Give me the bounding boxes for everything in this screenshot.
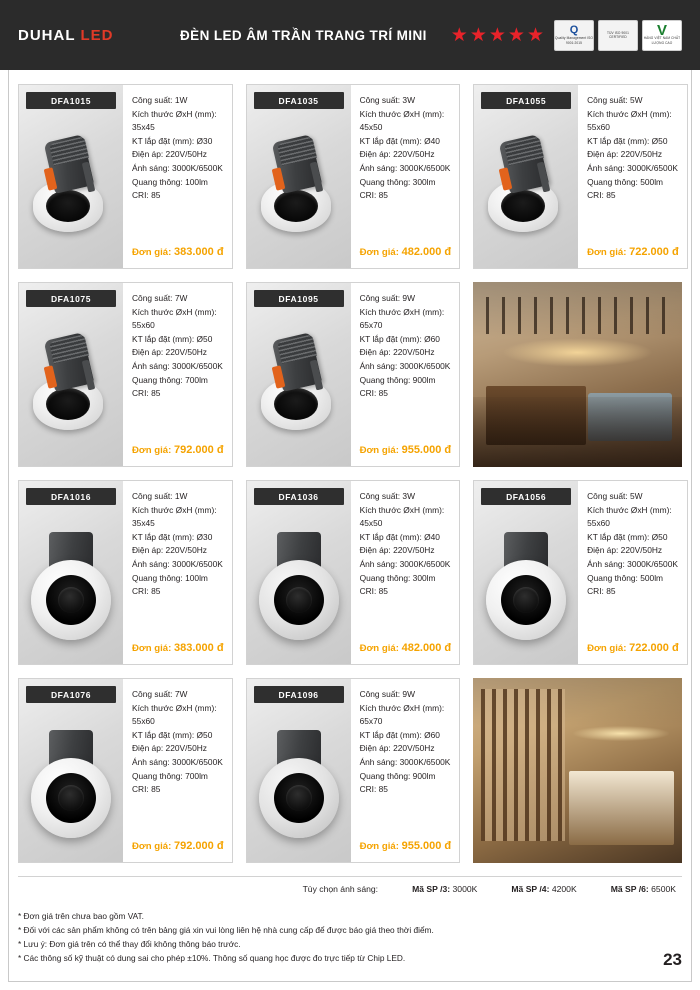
spec-size-value: 45x50 bbox=[359, 518, 383, 529]
spec-size-label: Kích thước ØxH (mm): bbox=[587, 504, 672, 515]
product-code-badge: DFA1015 bbox=[26, 92, 116, 109]
brand-logo bbox=[18, 27, 150, 44]
lamp-illustration bbox=[19, 305, 123, 466]
spec-lumen: Quang thông: 900lm bbox=[359, 770, 436, 781]
product-image bbox=[19, 283, 123, 466]
iso-9001-badge bbox=[554, 20, 594, 51]
fixed-downlight-icon bbox=[478, 526, 574, 642]
product-card[interactable] bbox=[18, 282, 233, 467]
fixed-downlight-icon bbox=[23, 526, 119, 642]
page-title: ĐÈN LED ÂM TRẦN TRANG TRÍ MINI bbox=[180, 27, 427, 43]
adjustable-spotlight-icon bbox=[27, 132, 115, 244]
spec-power: Công suất: 9W bbox=[359, 293, 415, 303]
spec-size-value: 55x60 bbox=[132, 716, 155, 727]
cct-option-bar bbox=[18, 876, 682, 900]
lamp-illustration bbox=[19, 503, 123, 664]
spec-size-label: Kích thước ØxH (mm): bbox=[359, 306, 445, 317]
product-image bbox=[247, 85, 351, 268]
spec-cct: Ánh sáng: 3000K/6500K bbox=[132, 756, 223, 767]
product-image bbox=[19, 481, 123, 664]
page-number: 23 bbox=[663, 950, 682, 969]
spec-size-label: Kích thước ØxH (mm): bbox=[359, 702, 445, 713]
spec-lumen: Quang thông: 500lm bbox=[587, 572, 664, 583]
spec-voltage: Điện áp: 220V/50Hz bbox=[132, 545, 207, 556]
product-specs bbox=[123, 679, 232, 862]
spec-lumen: Quang thông: 100lm bbox=[132, 572, 208, 583]
product-image bbox=[19, 85, 123, 268]
lamp-illustration bbox=[474, 503, 578, 664]
product-code-badge: DFA1075 bbox=[26, 290, 116, 307]
adjustable-spotlight-icon bbox=[482, 132, 570, 244]
page-header bbox=[0, 0, 700, 70]
spec-cutout: KT lắp đặt (mm): Ø60 bbox=[359, 729, 440, 740]
spec-size-value: 55x60 bbox=[587, 518, 610, 529]
product-specs bbox=[578, 85, 687, 268]
product-image bbox=[19, 679, 123, 862]
product-image bbox=[474, 85, 578, 268]
lamp-illustration bbox=[19, 701, 123, 862]
product-card[interactable] bbox=[18, 678, 233, 863]
adjustable-spotlight-icon bbox=[27, 330, 115, 442]
spec-lumen: Quang thông: 300lm bbox=[359, 572, 436, 583]
product-price: Đơn giá: 955.000 đ bbox=[359, 444, 452, 457]
product-price: Đơn giá: 482.000 đ bbox=[359, 246, 452, 259]
spec-cri: CRI: 85 bbox=[359, 586, 388, 597]
tuv-badge bbox=[598, 20, 638, 51]
spec-power: Công suất: 5W bbox=[587, 491, 643, 501]
star-icon: ★ bbox=[450, 24, 468, 46]
footnote-line: * Đơn giá trên chưa bao gồm VAT. bbox=[18, 911, 144, 921]
spec-cct: Ánh sáng: 3000K/6500K bbox=[359, 162, 451, 173]
spec-voltage: Điện áp: 220V/50Hz bbox=[587, 545, 663, 556]
brand-logo-led-text: LED bbox=[80, 26, 114, 44]
spec-cct: Ánh sáng: 3000K/6500K bbox=[132, 360, 223, 371]
product-code-badge: DFA1016 bbox=[26, 488, 116, 505]
product-price: Đơn giá: 792.000 đ bbox=[132, 840, 224, 853]
spec-cct: Ánh sáng: 3000K/6500K bbox=[587, 558, 678, 569]
cct-option-item: Mã SP /3: 3000K bbox=[412, 884, 478, 894]
spec-size-value: 45x50 bbox=[359, 122, 383, 133]
spec-lumen: Quang thông: 700lm bbox=[132, 374, 208, 385]
product-price: Đơn giá: 955.000 đ bbox=[359, 840, 452, 853]
product-card[interactable] bbox=[18, 480, 233, 665]
tuv-badge-sub: TÜV ISO 9001 CERTIFIED bbox=[607, 30, 629, 39]
adjustable-spotlight-icon bbox=[255, 132, 343, 244]
product-image bbox=[247, 481, 351, 664]
fixed-downlight-icon bbox=[251, 724, 347, 840]
product-specs bbox=[351, 85, 460, 268]
spec-cri: CRI: 85 bbox=[132, 388, 161, 399]
product-price: Đơn giá: 792.000 đ bbox=[132, 444, 224, 457]
footnote-line: * Đối với các sản phẩm không có trên bảng giá xin vui lòng liên hệ nhà cung cấp để được báo giá theo thời điểm. bbox=[18, 925, 434, 935]
brand-logo-text: DUHAL bbox=[18, 26, 76, 44]
star-rating bbox=[451, 26, 544, 45]
spec-lumen: Quang thông: 300lm bbox=[359, 176, 436, 187]
iso-badge-sub: Quality Management ISO 9001:2015 bbox=[555, 36, 593, 45]
product-specs bbox=[123, 481, 232, 664]
adjustable-spotlight-icon bbox=[255, 330, 343, 442]
spec-cri: CRI: 85 bbox=[359, 190, 388, 201]
product-card[interactable] bbox=[473, 84, 688, 269]
spec-size-value: 65x70 bbox=[359, 320, 383, 331]
product-price: Đơn giá: 383.000 đ bbox=[132, 246, 224, 259]
bakery-interior-photo bbox=[473, 678, 682, 863]
spec-cutout: KT lắp đặt (mm): Ø50 bbox=[132, 729, 213, 740]
spec-lumen: Quang thông: 700lm bbox=[132, 770, 208, 781]
product-image bbox=[247, 679, 351, 862]
spec-power: Công suất: 7W bbox=[132, 689, 188, 699]
product-code-badge: DFA1056 bbox=[481, 488, 571, 505]
spec-power: Công suất: 9W bbox=[359, 689, 415, 699]
product-image bbox=[247, 283, 351, 466]
product-specs bbox=[351, 679, 460, 862]
footnote-line: * Lưu ý: Đơn giá trên có thể thay đổi không thông báo trước. bbox=[18, 939, 241, 949]
vietnam-badge-sub: HÀNG VIỆT NAM CHẤT LƯỢNG CAO bbox=[643, 36, 681, 45]
product-price: Đơn giá: 722.000 đ bbox=[587, 246, 679, 259]
product-specs bbox=[123, 85, 232, 268]
spec-size-label: Kích thước ØxH (mm): bbox=[132, 108, 217, 119]
spec-cutout: KT lắp đặt (mm): Ø40 bbox=[359, 531, 440, 542]
product-card[interactable] bbox=[246, 84, 461, 269]
cct-option-intro: Tùy chọn ánh sáng: bbox=[302, 884, 379, 894]
spec-power: Công suất: 3W bbox=[359, 491, 415, 501]
spec-cri: CRI: 85 bbox=[359, 784, 388, 795]
spec-cri: CRI: 85 bbox=[587, 190, 616, 201]
product-card[interactable] bbox=[18, 84, 233, 269]
fixed-downlight-icon bbox=[251, 526, 347, 642]
product-code-badge: DFA1035 bbox=[254, 92, 344, 109]
product-specs bbox=[351, 481, 460, 664]
spec-cutout: KT lắp đặt (mm): Ø40 bbox=[359, 135, 440, 146]
fixed-downlight-icon bbox=[23, 724, 119, 840]
application-photo bbox=[473, 282, 682, 467]
spec-size-value: 55x60 bbox=[132, 320, 155, 331]
spec-cct: Ánh sáng: 3000K/6500K bbox=[359, 360, 451, 371]
vietnam-quality-badge bbox=[642, 20, 682, 51]
product-row bbox=[18, 678, 682, 863]
spec-size-label: Kích thước ØxH (mm): bbox=[359, 108, 445, 119]
cct-option-item: Mã SP /6: 6500K bbox=[610, 884, 676, 894]
certification-badges bbox=[554, 20, 682, 51]
spec-cri: CRI: 85 bbox=[132, 784, 161, 795]
product-row bbox=[18, 480, 682, 665]
cct-option-item: Mã SP /4: 4200K bbox=[511, 884, 577, 894]
spec-cct: Ánh sáng: 3000K/6500K bbox=[359, 756, 451, 767]
lamp-illustration bbox=[247, 107, 351, 268]
product-card[interactable] bbox=[246, 282, 461, 467]
spec-power: Công suất: 1W bbox=[132, 491, 188, 501]
star-icon: ★ bbox=[526, 24, 544, 46]
lamp-illustration bbox=[247, 701, 351, 862]
spec-size-label: Kích thước ØxH (mm): bbox=[359, 504, 445, 515]
star-icon: ★ bbox=[469, 24, 487, 46]
lamp-illustration bbox=[474, 107, 578, 268]
catalog-page bbox=[0, 70, 700, 969]
product-code-badge: DFA1076 bbox=[26, 686, 116, 703]
spec-cutout: KT lắp đặt (mm): Ø50 bbox=[132, 333, 213, 344]
spec-size-value: 65x70 bbox=[359, 716, 383, 727]
spec-voltage: Điện áp: 220V/50Hz bbox=[132, 149, 207, 160]
application-photo bbox=[473, 678, 682, 863]
product-code-badge: DFA1096 bbox=[254, 686, 344, 703]
product-card[interactable] bbox=[246, 480, 461, 665]
spec-voltage: Điện áp: 220V/50Hz bbox=[132, 347, 207, 358]
spec-voltage: Điện áp: 220V/50Hz bbox=[359, 347, 435, 358]
spec-size-label: Kích thước ØxH (mm): bbox=[132, 504, 217, 515]
product-price: Đơn giá: 722.000 đ bbox=[587, 642, 679, 655]
spec-size-label: Kích thước ØxH (mm): bbox=[587, 108, 672, 119]
spec-cutout: KT lắp đặt (mm): Ø30 bbox=[132, 135, 213, 146]
star-icon: ★ bbox=[507, 24, 525, 46]
vietnam-badge-mark: V bbox=[656, 22, 667, 40]
product-specs bbox=[123, 283, 232, 466]
spec-lumen: Quang thông: 500lm bbox=[587, 176, 664, 187]
spec-cri: CRI: 85 bbox=[359, 388, 388, 399]
product-specs bbox=[578, 481, 687, 664]
product-row bbox=[18, 282, 682, 467]
footnotes bbox=[18, 909, 682, 969]
spec-cutout: KT lắp đặt (mm): Ø30 bbox=[132, 531, 213, 542]
product-code-badge: DFA1095 bbox=[254, 290, 344, 307]
spec-voltage: Điện áp: 220V/50Hz bbox=[587, 149, 663, 160]
spec-lumen: Quang thông: 100lm bbox=[132, 176, 208, 187]
spec-power: Công suất: 5W bbox=[587, 95, 643, 105]
spec-voltage: Điện áp: 220V/50Hz bbox=[359, 743, 435, 754]
product-card[interactable] bbox=[473, 480, 688, 665]
spec-cct: Ánh sáng: 3000K/6500K bbox=[132, 162, 223, 173]
spec-cutout: KT lắp đặt (mm): Ø50 bbox=[587, 531, 668, 542]
lamp-illustration bbox=[247, 305, 351, 466]
spec-power: Công suất: 7W bbox=[132, 293, 188, 303]
footnote-line: * Các thông số kỹ thuật có dung sai cho phép ±10%. Thông số quang học được đo trực tiếp từ Chip LED. bbox=[18, 953, 406, 963]
spec-cri: CRI: 85 bbox=[587, 586, 616, 597]
product-price: Đơn giá: 482.000 đ bbox=[359, 642, 452, 655]
spec-voltage: Điện áp: 220V/50Hz bbox=[132, 743, 207, 754]
spec-power: Công suất: 1W bbox=[132, 95, 188, 105]
star-icon: ★ bbox=[488, 24, 506, 46]
product-image bbox=[474, 481, 578, 664]
product-code-badge: DFA1055 bbox=[481, 92, 571, 109]
spec-cri: CRI: 85 bbox=[132, 586, 161, 597]
product-row bbox=[18, 84, 682, 269]
spec-power: Công suất: 3W bbox=[359, 95, 415, 105]
spec-size-value: 35x45 bbox=[132, 122, 155, 133]
restaurant-interior-photo bbox=[473, 282, 682, 467]
spec-cct: Ánh sáng: 3000K/6500K bbox=[587, 162, 678, 173]
iso-badge-mark: Q bbox=[569, 24, 579, 37]
spec-size-label: Kích thước ØxH (mm): bbox=[132, 702, 217, 713]
spec-cri: CRI: 85 bbox=[132, 190, 161, 201]
spec-size-value: 55x60 bbox=[587, 122, 610, 133]
spec-cutout: KT lắp đặt (mm): Ø60 bbox=[359, 333, 440, 344]
spec-size-value: 35x45 bbox=[132, 518, 155, 529]
lamp-illustration bbox=[247, 503, 351, 664]
spec-voltage: Điện áp: 220V/50Hz bbox=[359, 149, 435, 160]
product-code-badge: DFA1036 bbox=[254, 488, 344, 505]
spec-cct: Ánh sáng: 3000K/6500K bbox=[359, 558, 451, 569]
product-price: Đơn giá: 383.000 đ bbox=[132, 642, 224, 655]
product-card[interactable] bbox=[246, 678, 461, 863]
lamp-illustration bbox=[19, 107, 123, 268]
spec-cct: Ánh sáng: 3000K/6500K bbox=[132, 558, 223, 569]
spec-voltage: Điện áp: 220V/50Hz bbox=[359, 545, 435, 556]
spec-size-label: Kích thước ØxH (mm): bbox=[132, 306, 217, 317]
spec-cutout: KT lắp đặt (mm): Ø50 bbox=[587, 135, 668, 146]
spec-lumen: Quang thông: 900lm bbox=[359, 374, 436, 385]
product-specs bbox=[351, 283, 460, 466]
